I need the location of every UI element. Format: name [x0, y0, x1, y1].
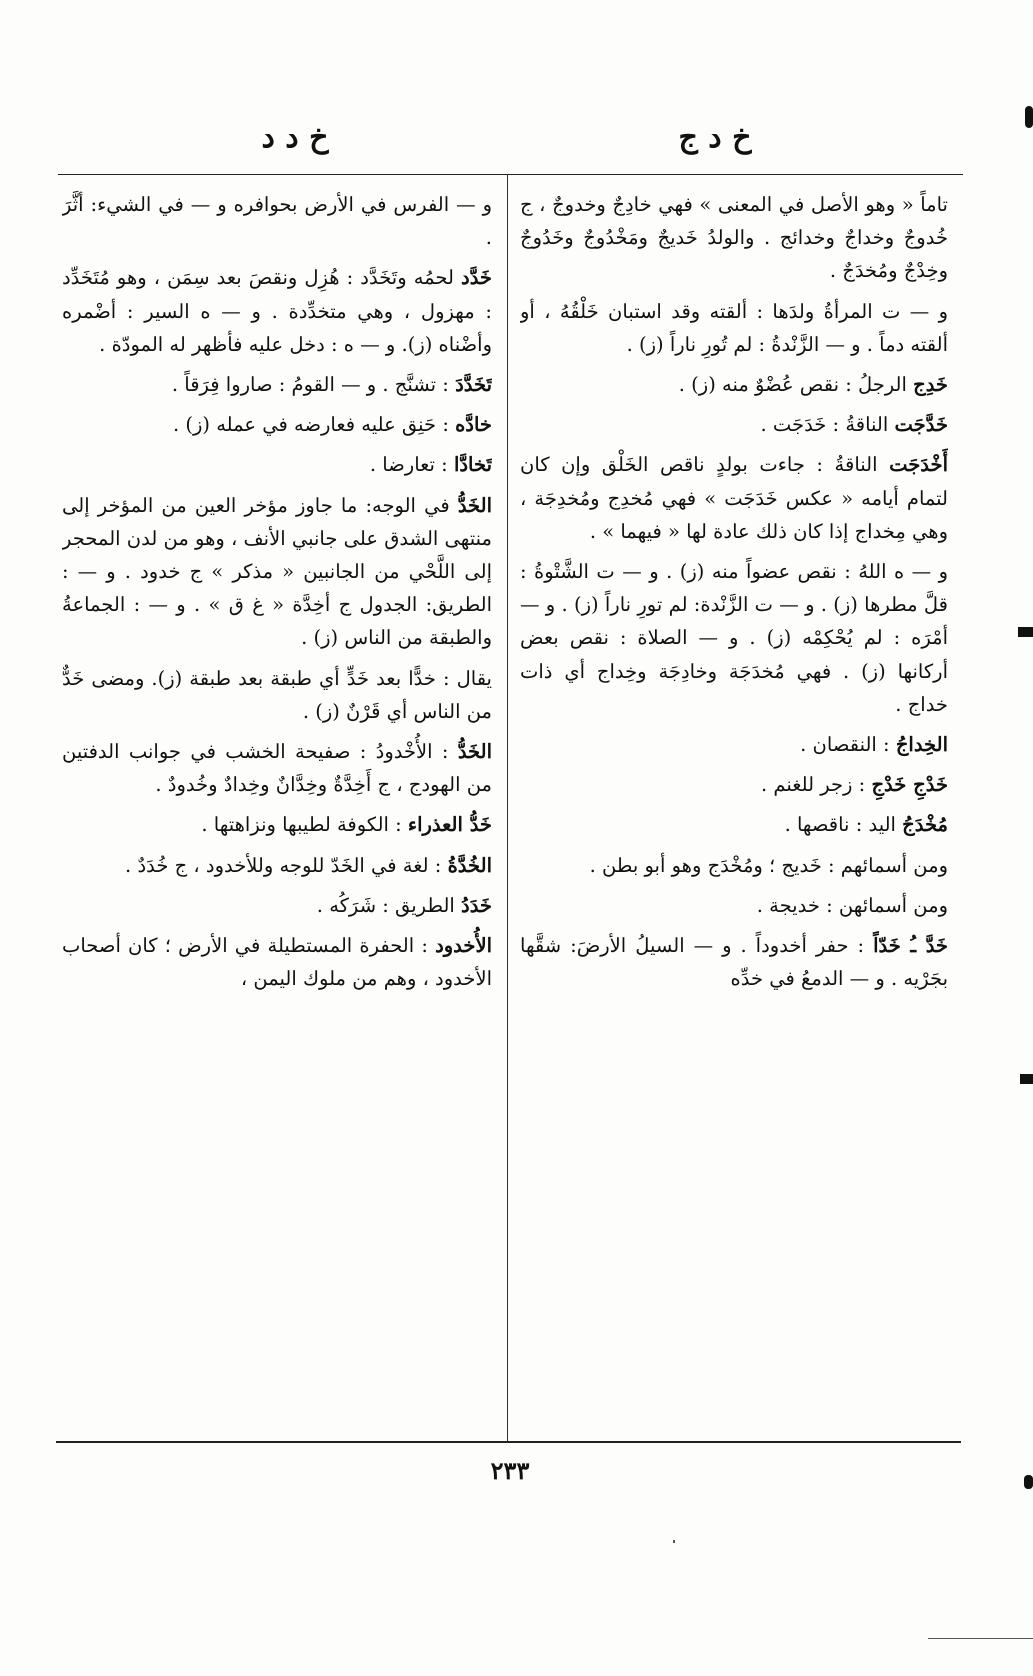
entry-paragraph — [62, 368, 492, 401]
dictionary-entry — [62, 489, 492, 655]
entry-headword: تَخادَّا — [453, 453, 492, 477]
page-number: ٢٣٣ — [490, 1456, 530, 1485]
dictionary-entry — [520, 448, 948, 548]
entry-headword: خادَّه — [455, 413, 492, 437]
ink-speck — [673, 1540, 675, 1543]
entry-paragraph — [62, 929, 492, 995]
top-rule — [58, 174, 963, 175]
entry-paragraph — [520, 849, 948, 882]
entry-paragraph — [62, 889, 492, 922]
entry-paragraph — [520, 448, 948, 548]
entry-text: الرجلُ : نقص عُضْوٌ منه (ز) . — [678, 373, 907, 397]
entry-headword: الأُخدود — [435, 934, 492, 958]
entry-paragraph — [62, 188, 492, 254]
entry-text: لحمُه وتَخَدَّد : هُزِل ونقصَ بعد سِمَن ، وهو مُتَخَدِّد : مهزول ، وهي متخدِّدة . و — ه السير : أضْمره وأضْناه (ز). و — ه : دخل عليه فأظهر له المودّة . — [62, 266, 492, 356]
bottom-rule — [56, 1441, 961, 1443]
dictionary-entry — [62, 408, 492, 441]
entry-headword: الخَدُّ — [457, 740, 492, 764]
dictionary-entry — [62, 929, 492, 995]
entry-paragraph — [520, 555, 948, 721]
entry-paragraph — [62, 808, 492, 841]
dictionary-entry — [62, 735, 492, 801]
entry-paragraph — [520, 408, 948, 441]
entry-paragraph — [62, 849, 492, 882]
entry-headword: الخُدَّةُ — [447, 853, 492, 877]
entry-text: تاماً « وهو الأصل في المعنى » فهي خادِجٌ وخدوجٌ ، ج خُدوجٌ وخداجٌ وخدائج . والولدُ خَديجٌ ومَخْدُوجٌ وخَدُوجٌ وخِدْجٌ ومُخدَجٌ . — [520, 193, 948, 283]
entry-paragraph — [62, 662, 492, 728]
entry-text: ومن أسمائهم : خَديج ؛ ومُخْدَج وهو أبو بطن . — [589, 853, 948, 877]
dictionary-entry — [62, 808, 492, 841]
entry-text: : حفر أخدوداً . و — السيلُ الأرضَ: شقَّها بجَرْيه . و — الدمعُ في خدِّه — [520, 934, 948, 991]
entry-headword: خَدِج — [913, 373, 948, 397]
entry-text: : الأُخْدودُ : صفيحة الخشب في جوانب الدفتين من الهودج ، ج أَخِدَّةٌ وخِدَّانٌ وخِدادٌ وخُدودٌ . — [62, 740, 492, 797]
entry-paragraph — [520, 188, 948, 288]
dictionary-entry — [520, 555, 948, 721]
dictionary-entry — [62, 448, 492, 481]
column-divider — [507, 174, 508, 1441]
edge-mark — [1020, 1074, 1033, 1084]
dictionary-entry — [62, 261, 492, 361]
entry-text: ومن أسمائهن : خديجة . — [756, 893, 948, 917]
entry-text: : حَنِق عليه فعارضه في عمله (ز) . — [172, 413, 449, 437]
dictionary-entry — [62, 368, 492, 401]
entry-headword: الخَدُّ — [457, 493, 492, 517]
entry-headword: تَخَدَّدَ — [455, 373, 492, 397]
entry-text: : الكوفة لطيبها ونزاهتها . — [201, 813, 402, 837]
dictionary-entry — [520, 889, 948, 922]
dictionary-entry — [520, 768, 948, 801]
edge-mark — [1018, 627, 1033, 637]
entry-paragraph — [520, 368, 948, 401]
entry-paragraph — [62, 489, 492, 655]
left-column — [62, 188, 492, 1433]
entry-text: الناقةُ : خَدَجَت . — [760, 413, 889, 437]
dictionary-entry — [520, 929, 948, 995]
entry-paragraph — [62, 408, 492, 441]
entry-text: في الوجه: ما جاوز مؤخر العين من المؤخر إلى منتهى الشدق على جانبي الأنف ، وهو من لدن المحجر إلى اللَّحْي من الجانبين « مذكر » ج خدود . و — : الطريق: الجدول ج أخِدَّة « غ ق » . و — : الجماعةُ والطبقة من الناس (ز) . — [62, 493, 492, 650]
dictionary-entry — [520, 408, 948, 441]
entry-text: : النقصان . — [800, 733, 890, 757]
entry-text: و — ت المرأةُ ولدَها : ألقته وقد استبان خَلْقُهُ ، أو ألقته دماً . و — الزَّنْدةُ : لم تُورِ ناراً (ز) . — [520, 299, 948, 356]
corner-line — [928, 1638, 1033, 1639]
right-column-header: خ د ج — [678, 120, 752, 155]
entry-text: اليد : ناقصها . — [784, 813, 896, 837]
dictionary-entry — [520, 849, 948, 882]
entry-text: : تشنَّج . و — القومُ : صاروا فِرَقاً . — [171, 373, 449, 397]
entry-headword: خَدَدُ — [461, 893, 492, 917]
entry-headword: الخِداجُ — [895, 733, 948, 757]
entry-text: : الحفرة المستطيلة في الأرض ؛ كان أصحاب الأخدود ، وهم من ملوك اليمن ، — [62, 934, 492, 991]
dictionary-entry — [520, 808, 948, 841]
entry-text: و — الفرس في الأرض بحوافره و — في الشيء: أثَّرَ . — [62, 193, 492, 250]
edge-mark — [1025, 106, 1033, 128]
entry-paragraph — [520, 808, 948, 841]
right-column — [520, 188, 948, 1433]
entry-paragraph — [520, 889, 948, 922]
entry-headword: خَدَّ ـُ خَدّاً — [873, 934, 948, 958]
entry-headword: خَدَّد — [461, 266, 492, 290]
entry-text: : زجر للغنم . — [760, 773, 866, 797]
dictionary-entry — [520, 368, 948, 401]
entry-paragraph — [520, 728, 948, 761]
dictionary-entry — [520, 188, 948, 288]
entry-text: : لغة في الخَدّ للوجه وللأخدود ، ج خُدَدٌ . — [125, 853, 442, 877]
entry-text: الناقةُ : جاءت بولدٍ ناقص الخَلْق وإن كان لتمام أيامه « عكس خَدَجَت » فهي مُخدِج ومُخدِجَة ، وهي مِخداج إذا كان ذلك عادة لها « فيهما » . — [520, 453, 948, 543]
dictionary-entry — [62, 889, 492, 922]
entry-headword: خَدُّ العذراء — [407, 813, 492, 837]
entry-headword: خَدَّجَت — [894, 413, 948, 437]
dictionary-entry — [62, 849, 492, 882]
entry-paragraph — [62, 448, 492, 481]
entry-headword: خَدْجِ خَدْجِ — [871, 773, 948, 797]
entry-text: و — ه اللهُ : نقص عضواً منه (ز) . و — ت الشَّتْوةُ : قلَّ مطرها (ز) . و — ت الزَّنْدة: لم تورِ ناراً (ز) . و — أمْرَه : لم يُحْكِمْه (ز) . و — الصلاة : نقص بعض أركانها (ز) . فهي مُخدَجَة وخادِجَة وخِداج أي ذات خداج . — [520, 560, 948, 716]
entry-headword: أَخْدَجَت — [889, 453, 948, 477]
dictionary-entry — [62, 662, 492, 728]
edge-mark — [1024, 1475, 1033, 1489]
entry-paragraph — [520, 929, 948, 995]
entry-text: يقال : خدًّا بعد خَدٍّ أي طبقة بعد طبقة (ز). ومضى خَدٌّ من الناس أي قَرْنٌ (ز) . — [62, 666, 492, 723]
dictionary-entry — [520, 295, 948, 361]
entry-paragraph — [62, 735, 492, 801]
entry-text: الطريق : شَرَكُه . — [316, 893, 455, 917]
entry-paragraph — [62, 261, 492, 361]
left-column-header: خ د د — [261, 120, 329, 155]
dictionary-entry — [62, 188, 492, 254]
entry-paragraph — [520, 768, 948, 801]
entry-text: : تعارضا . — [369, 453, 448, 477]
dictionary-entry — [520, 728, 948, 761]
entry-headword: مُخْدَجُ — [902, 813, 948, 837]
entry-paragraph — [520, 295, 948, 361]
